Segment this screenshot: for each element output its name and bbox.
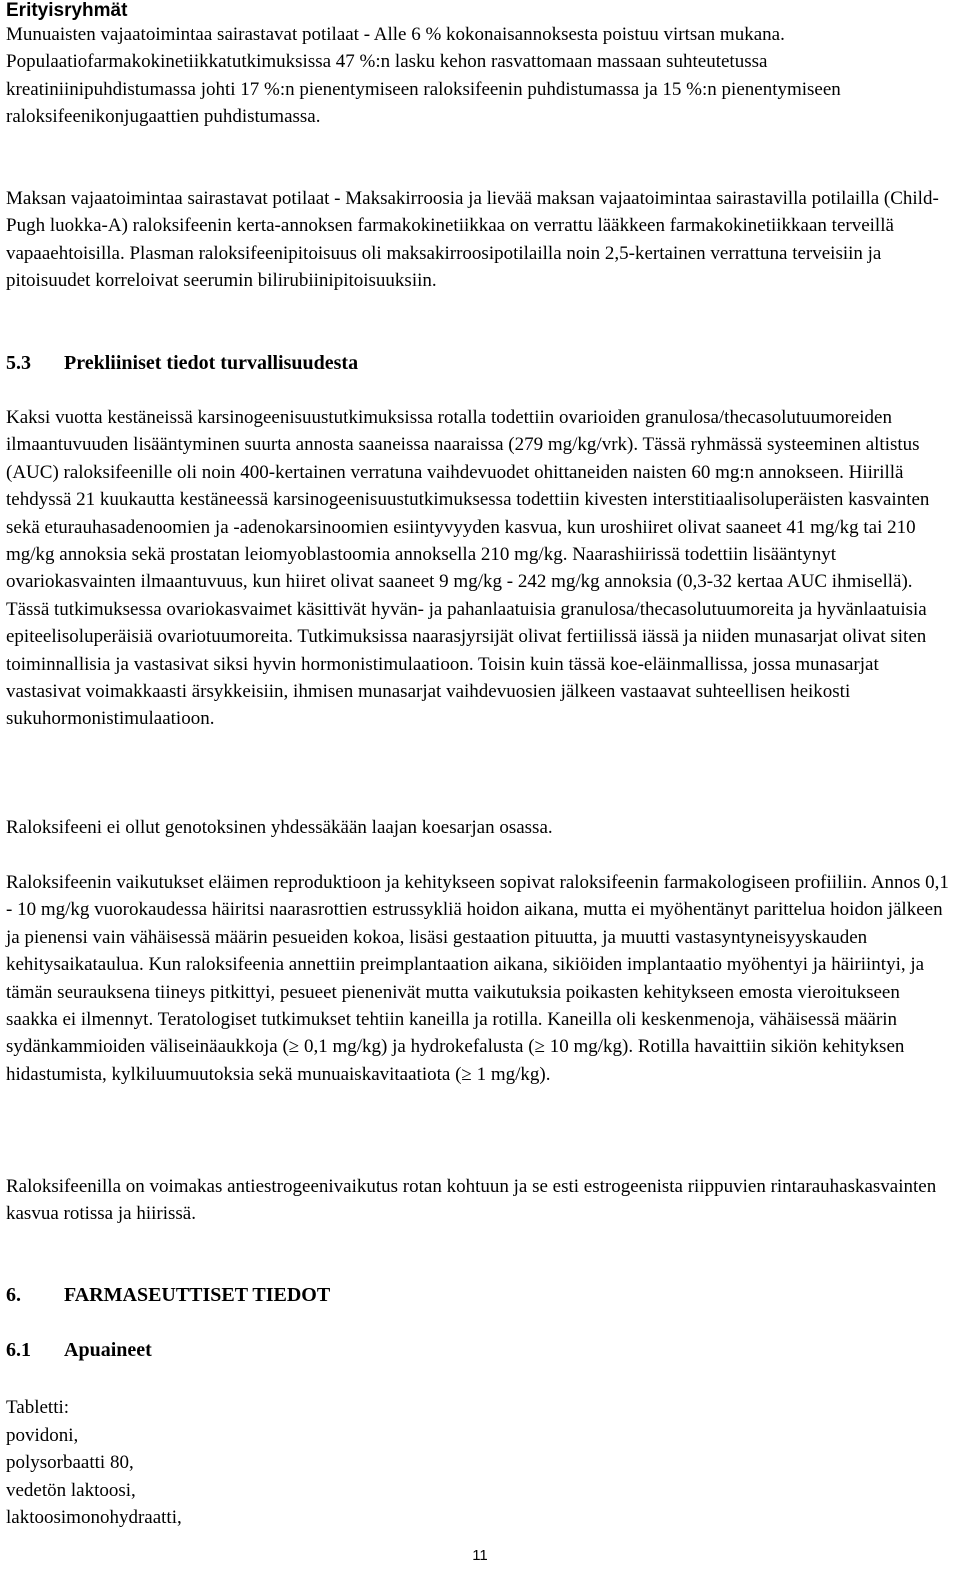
section-6-title: FARMASEUTTISET TIEDOT: [64, 1284, 331, 1306]
carcinogenicity-paragraph: Kaksi vuotta kestäneissä karsinogeenisuustutkimuksissa rotalla todettiin ovarioiden granulosa/thecasolutuumoreiden ilmaantuvuuden lisääntyminen suurta annosta saaneissa naaraissa (279 mg/kg/vrk). Tässä ryhmässä systeeminen altistus (AUC) raloksifeenille oli noin 400-kertainen verratuna vaihdevuodet ohittaneiden naisten 60 mg:n annokseen. Hiirillä tehdyssä 21 kuukautta kestäneessä karsinogeenisuustutkimuksessa todettiin kivesten interstitiaalisoluperäisten kasvainten sekä eturauhasadenoomien ja -adenokarsinoomien esiintyvyyden kasvua, kun uroshiiret olivat saaneet 41 mg/kg tai 210 mg/kg annoksia sekä prostatan leiomyoblastoomia annoksella 210 mg/kg. Naarashiirissä todettiin lisääntynyt ovariokasvainten ilmaantuvuus, kun hiiret olivat saaneet 9 mg/kg - 242 mg/kg annoksia (0,3-32 kertaa AUC ihmisellä). Tässä tutkimuksessa ovariokasvaimet käsittivät hyvän- ja pahanlaatuisia granulosa/thecasolutuumoreita ja hyvänlaatuisia epiteelisoluperäisiä ovariotuumoreita. Tutkimuksissa naarasjyrsijät olivat fertiilissä iässä ja niiden munasarjat olivat siten toiminnallisia ja vastasivat siksi hyvin hormonistimulaatioon. Toisin kuin tässä koe-eläinmallissa, jossa munasarjat vastasivat voimakkaasti ärsykkeisiin, ihmisen munasarjat vaihdevuosien jälkeen vastaavat suhteellisen heikosti sukuhormonistimulaatioon.: [6, 407, 930, 730]
special-populations-heading: Erityisryhmät: [6, 0, 128, 21]
section-6-heading: [6, 1282, 330, 1309]
reproduction-paragraph: Raloksifeenin vaikutukset eläimen reproduktioon ja kehitykseen sopivat raloksifeenin farmakologiseen profiiliin. Annos 0,1 - 10 mg/kg vuorokaudessa häiritsi naarasrottien estrussykliä hoidon aikana, mutta ei myöhentänyt parittelua hoidon jälkeen ja pienensi vain vähäisessä määrin pesueiden kokoa, lisäsi gestaation pituutta, ja muutti vastasyntyneisyyskauden kehitysaikataulua. Kun raloksifeenia annettiin preimplantaation aikana, sikiöiden implantaatio myöhentyi ja häiriintyi, ja tämän seurauksena tiineys pitkittyi, pesueet pienenivät mutta vaikutuksia poikasten kehitykseen emosta vieroitukseen saakka ei ilmennyt. Teratologiset tutkimukset tehtiin kaneilla ja rotilla. Kaneilla oli keskenmenoja, vähäisessä määrin sydänkammioiden väliseinäaukkoja (≥ 0,1 mg/kg) ja hydrokefalusta (≥ 10 mg/kg). Rotilla havaittiin sikiön kehityksen hidastumista, kylkiluumuutoksia sekä munuaiskavitaatiota (≥ 1 mg/kg).: [6, 872, 949, 1085]
excipients-label: Tabletti:: [6, 1397, 70, 1418]
antiestrogen-paragraph: Raloksifeenilla on voimakas antiestrogeenivaikutus rotan kohtuun ja se esti estrogeenista riippuvien rintarauhaskasvainten kasvua rotissa ja hiirissä.: [6, 1176, 937, 1225]
section-6-1-title: Apuaineet: [64, 1339, 152, 1361]
section-5-3-number: 5.3: [6, 352, 31, 374]
liver-impairment-paragraph: Maksan vajaatoimintaa sairastavat potilaat - Maksakirroosia ja lievää maksan vajaatoimintaa sairastavilla potilailla (Child-Pugh luokka-A) raloksifeenin kerta-annoksen farmakokinetiikkaa on verrattu lääkkeen farmakokinetiikkaan terveillä vapaaehtoisilla. Plasman raloksifeenipitoisuus oli maksakirroosipotilailla noin 2,5-kertainen verrattuna terveisiin ja pitoisuudet korreloivat seerumin bilirubiinipitoisuuksiin.: [6, 188, 939, 292]
section-5-3-heading: [6, 350, 358, 377]
section-6-number: 6.: [6, 1284, 21, 1306]
excipients-list: [6, 1394, 182, 1532]
section-5-3-title: Prekliiniset tiedot turvallisuudesta: [64, 352, 359, 374]
excipient-item: vedetön laktoosi,: [6, 1479, 136, 1501]
section-6-1-number: 6.1: [6, 1339, 31, 1361]
kidney-impairment-paragraph: Munuaisten vajaatoimintaa sairastavat potilaat - Alle 6 % kokonaisannoksesta poistuu virtsan mukana. Populaatiofarmakokinetiikkatutkimuksissa 47 %:n lasku kehon rasvattomaan massaan suhteutetussa kreatiniinipuhdistumassa johti 17 %:n pienentymiseen raloksifeenin puhdistumassa ja 15 %:n pienentymiseen raloksifeenikonjugaattien puhdistumassa.: [6, 24, 841, 128]
excipient-item: povidoni,: [6, 1424, 79, 1446]
section-6-1-heading: [6, 1337, 152, 1364]
excipient-item: laktoosimonohydraatti,: [6, 1507, 182, 1528]
excipient-item: polysorbaatti 80,: [6, 1452, 134, 1473]
genotoxicity-paragraph: Raloksifeeni ei ollut genotoksinen yhdessäkään laajan koesarjan osassa.: [6, 817, 553, 838]
page-number: 11: [472, 1547, 488, 1564]
